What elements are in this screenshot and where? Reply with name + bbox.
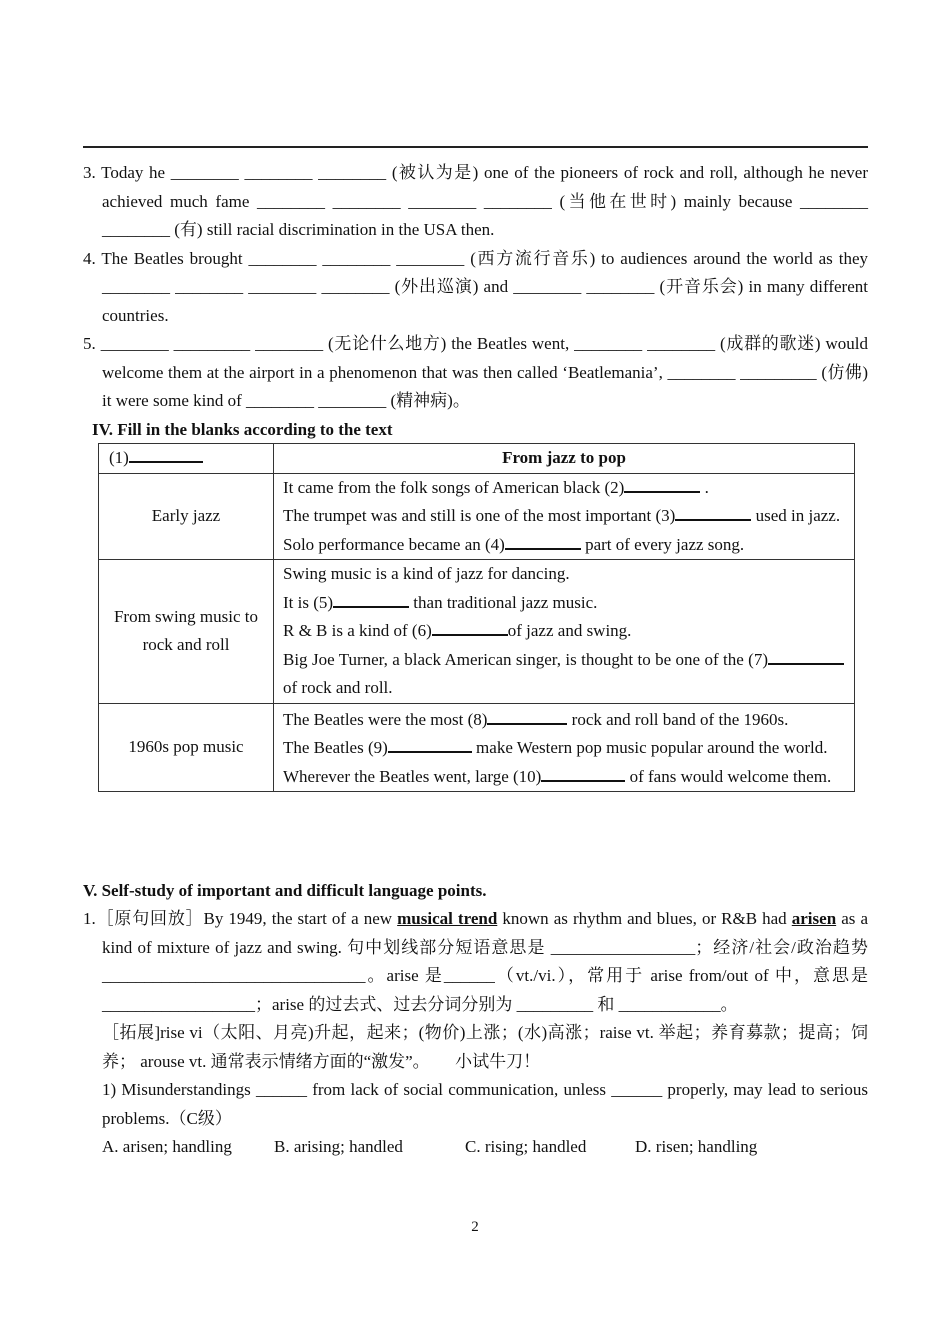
underlined-phrase: musical trend: [397, 909, 498, 928]
line: It came from the folk songs of American black (2) .: [283, 477, 709, 497]
language-point-1: 1.［原句回放］By 1949, the start of a new musical trend known as rhythm and blues, or R&B had arisen as a kind of mixture of jazz and swing. 句中划线部分短语意思是 _________________；经济/社会/政治趋势 _______________________________。arise 是______（vt./vi.），常用于 arise from/out of 中，意思是 __________________；arise 的过去式、过去分词分别为 _________ 和 ____________。: [83, 909, 869, 1014]
item-3: 3. Today he ________ ________ ________ (被认为是) one of the pioneers of rock and roll, although he never achieved much fame ________ ________ ________ ________ (当他在世时) mainly because ________ ________ (有) still racial discrimination in the USA then.: [83, 163, 868, 239]
section-5-title: V. Self-study of important and difficult language points.: [83, 881, 487, 900]
item-4: 4. The Beatles brought ________ ________ ________ (西方流行音乐) to audiences around the world as they ________ ________ ________ ________ (外出巡演) and ________ ________ (开音乐会) in many different countries.: [83, 248, 868, 325]
blank-10[interactable]: [541, 765, 625, 782]
line: Swing music is a kind of jazz for dancing.: [283, 564, 570, 583]
row-content: [274, 703, 855, 792]
blank-1[interactable]: [129, 446, 203, 463]
line: The trumpet was and still is one of the most important (3) used in jazz.: [283, 506, 841, 525]
section-4-title: IV. Fill in the blanks according to the text: [92, 420, 393, 439]
line: The Beatles (9) make Western pop music popular around the world.: [283, 738, 828, 757]
section-3-items: [83, 159, 868, 416]
option-b[interactable]: B. arising; handled: [274, 1137, 403, 1156]
fill-table: [98, 443, 855, 792]
header-cell-2: From jazz to pop: [274, 444, 855, 474]
item-5: 5. ________ _________ ________ (无论什么地方) the Beatles went, ________ ________ (成群的歌迷) would welcome them at the airport in a phenomenon that was then called ‘Beatlemania’, ________ _________ (仿佛) it were some kind of ________ ________ (精神病)。: [83, 334, 868, 410]
line: Solo performance became an (4) part of every jazz song.: [283, 534, 745, 554]
blank-8[interactable]: [487, 708, 567, 725]
table-row: [99, 473, 855, 560]
top-rule: [83, 146, 868, 148]
line: The Beatles were the most (8) rock and roll band of the 1960s.: [283, 709, 789, 729]
blank-9[interactable]: [388, 736, 472, 753]
answer-options: [83, 1133, 868, 1162]
option-a[interactable]: A. arisen; handling: [102, 1137, 232, 1156]
blank-2[interactable]: [624, 476, 700, 493]
page-number: 2: [471, 1219, 479, 1235]
table-row: [99, 560, 855, 704]
row-label: 1960s pop music: [99, 703, 274, 792]
row-content: [274, 560, 855, 704]
underlined-word: arisen: [791, 909, 837, 928]
question-1: 1) Misunderstandings ______ from lack of social communication, unless ______ properly, may lead to serious problems.（C级）: [102, 1080, 868, 1128]
expansion-note: ［拓展]rise vi（太阳、月亮)升起，起来；(物价)上涨；(水)高涨；raise vt. 举起；养育募款；提高；饲养； arouse vt. 通常表示情绪方面的“激发”。 小试牛刀！: [102, 1023, 868, 1071]
row-label: Early jazz: [99, 473, 274, 560]
table-header-row: [99, 444, 855, 474]
header-cell-1: (1): [99, 444, 274, 474]
section-5-body: [83, 905, 868, 1162]
blank-3[interactable]: [675, 504, 751, 521]
line: Big Joe Turner, a black American singer, is thought to be one of the (7) of rock and roll.: [283, 646, 844, 703]
blank-7[interactable]: [768, 648, 844, 665]
blank-6[interactable]: [432, 619, 508, 636]
table-row: [99, 703, 855, 792]
line: It is (5) than traditional jazz music.: [283, 592, 598, 612]
line: Wherever the Beatles went, large (10) of fans would welcome them.: [283, 766, 832, 786]
line: R & B is a kind of (6) of jazz and swing.: [283, 621, 632, 640]
blank-4[interactable]: [505, 533, 581, 550]
row-label: From swing music to rock and roll: [99, 560, 274, 704]
row-content: [274, 473, 855, 560]
option-c[interactable]: C. rising; handled: [465, 1137, 587, 1156]
option-d[interactable]: D. risen; handling: [635, 1137, 758, 1156]
blank-5[interactable]: [333, 591, 409, 608]
